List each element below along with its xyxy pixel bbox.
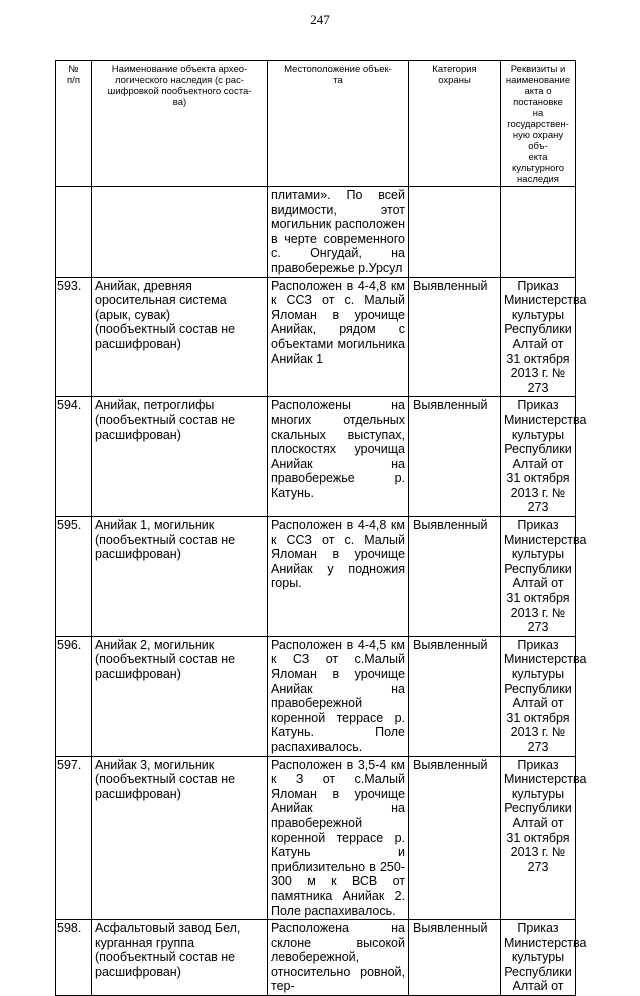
cell-name: Анийак, древняя оросительная система (арык, сувак) (пообъектный состав не расшифрован) xyxy=(92,277,268,397)
heritage-objects-table xyxy=(55,60,587,996)
table-header-row xyxy=(56,61,576,187)
header-category: Категория охраны xyxy=(409,61,501,187)
table-row xyxy=(56,517,576,637)
cell-requisites: Приказ Министерства культуры Республики Алтай от 31 октября 2013 г. № 273 xyxy=(501,277,576,397)
cell-category: Выявленный xyxy=(409,636,501,756)
cell-category: Выявленный xyxy=(409,397,501,517)
table-row xyxy=(56,920,576,996)
header-location: Местоположение объек- та xyxy=(268,61,409,187)
cell-num: 593. xyxy=(56,277,92,397)
cell-name: Асфальтовый завод Бел, курганная группа (пообъектный состав не расшифрован) xyxy=(92,920,268,996)
cell-category: Выявленный xyxy=(409,756,501,920)
header-num: № п/п xyxy=(56,61,92,187)
cell-requisites: Приказ Министерства культуры Республики Алтай от 31 октября 2013 г. № 273 xyxy=(501,756,576,920)
cell-name: Анийак 2, могильник (пообъектный состав не расшифрован) xyxy=(92,636,268,756)
cell-location: Расположен в 4-4,8 км к ССЗ от с. Малый Яломан в урочище Анийак, рядом с объектами могильника Анийак 1 xyxy=(268,277,409,397)
page-number: 247 xyxy=(310,12,330,27)
cell-num: 595. xyxy=(56,517,92,637)
table-row xyxy=(56,756,576,920)
header-name: Наименование объекта архео- логического наследия (с рас- шифровкой пообъектного соста- ва) xyxy=(92,61,268,187)
cell-location: Расположена на склоне высокой левобережной, относительно ровной, тер- xyxy=(268,920,409,996)
cell-requisites: Приказ Министерства культуры Республики Алтай от 31 октября 2013 г. № 273 xyxy=(501,397,576,517)
cell-name xyxy=(92,187,268,278)
cell-name: Анийак, петроглифы (пообъектный состав не расшифрован) xyxy=(92,397,268,517)
cell-location: Расположены на многих отдельных скальных выступах, плоскостях урочища Анийак на правобережье р. Катунь. xyxy=(268,397,409,517)
cell-num: 594. xyxy=(56,397,92,517)
cell-num: 596. xyxy=(56,636,92,756)
cell-num xyxy=(56,187,92,278)
cell-location: плитами». По всей видимости, этот могильник расположен в черте современного с. Онгудай, на правобережье р.Урсул xyxy=(268,187,409,278)
cell-category: Выявленный xyxy=(409,517,501,637)
cell-requisites: Приказ Министерства культуры Республики Алтай от 31 октября 2013 г. № 273 xyxy=(501,636,576,756)
table-row xyxy=(56,397,576,517)
cell-requisites: Приказ Министерства культуры Республики Алтай от xyxy=(501,920,576,996)
table-row xyxy=(56,277,576,397)
cell-category: Выявленный xyxy=(409,920,501,996)
cell-num: 597. xyxy=(56,756,92,920)
cell-num: 598. xyxy=(56,920,92,996)
cell-requisites: Приказ Министерства культуры Республики Алтай от 31 октября 2013 г. № 273 xyxy=(501,517,576,637)
cell-category: Выявленный xyxy=(409,277,501,397)
header-requisites: Реквизиты и наименование акта о постановке на государствен- ную охрану объ- екта культурного наследия xyxy=(501,61,576,187)
cell-name: Анийак 3, могильник (пообъектный состав не расшифрован) xyxy=(92,756,268,920)
cell-location: Расположен в 3,5-4 км к З от с.Малый Яломан в урочище Анийак на правобережной коренной террасе р. Катунь и приблизительно в 250-300 м к ВСВ от памятника Анийак 2. Поле распахивалось. xyxy=(268,756,409,920)
cell-requisites xyxy=(501,187,576,278)
cell-location: Расположен в 4-4,5 км к СЗ от с.Малый Яломан в урочище Анийак на правобережной коренной террасе р. Катунь. Поле распахивалось. xyxy=(268,636,409,756)
cell-location: Расположен в 4-4,8 км к ССЗ от с. Малый Яломан в урочище Анийак у подножия горы. xyxy=(268,517,409,637)
cell-category xyxy=(409,187,501,278)
table-row-continuation xyxy=(56,187,576,278)
table-row xyxy=(56,636,576,756)
cell-name: Анийак 1, могильник (пообъектный состав не расшифрован) xyxy=(92,517,268,637)
